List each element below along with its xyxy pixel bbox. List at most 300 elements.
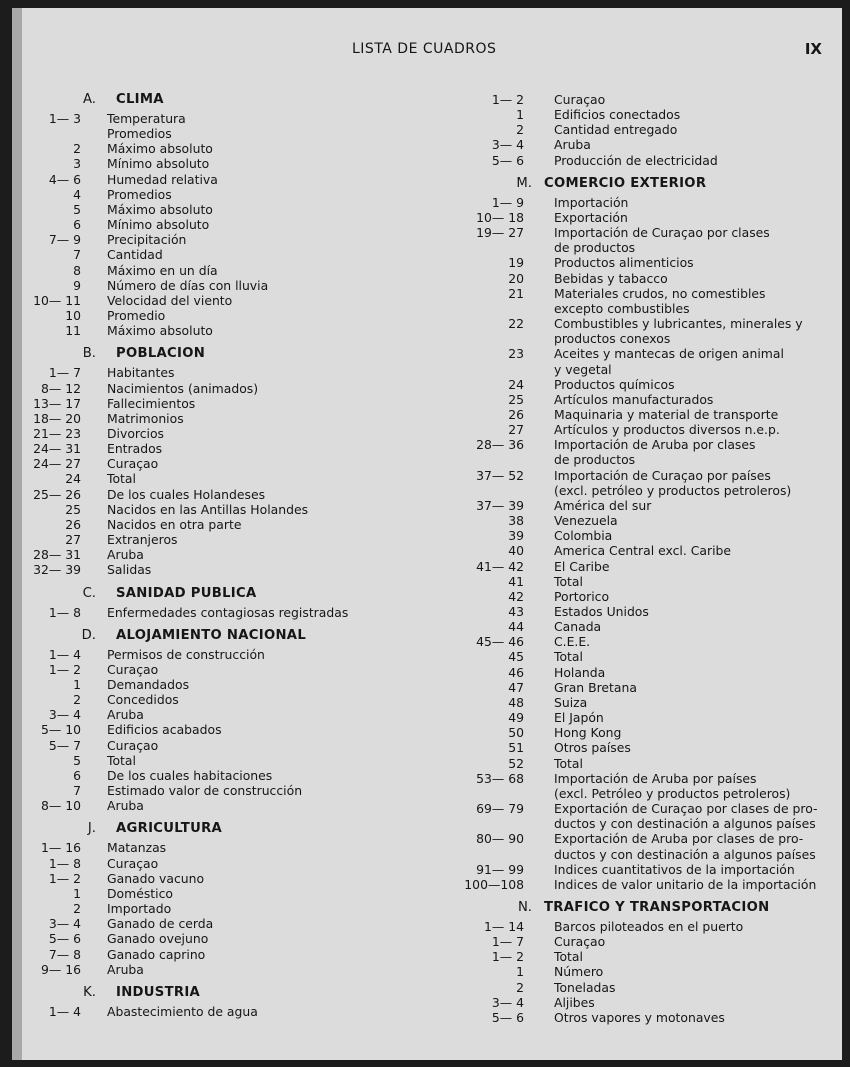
entry-label: productos conexos xyxy=(554,331,671,347)
table-range: 50 xyxy=(508,725,524,741)
entry-label: de productos xyxy=(554,452,636,468)
entry-label: Entrados xyxy=(107,441,163,457)
toc-entry xyxy=(32,707,407,722)
table-range: 47 xyxy=(508,679,524,695)
toc-entry xyxy=(32,187,407,202)
table-range: 1— 7 xyxy=(48,365,81,381)
toc-entry xyxy=(464,137,834,152)
toc-entry xyxy=(464,346,834,361)
toc-entry xyxy=(464,980,834,995)
entry-label: Máximo absoluto xyxy=(107,201,213,217)
entry-label: Artículos manufacturados xyxy=(554,391,714,407)
entry-label: Doméstico xyxy=(107,885,173,901)
table-range: 69— 79 xyxy=(476,801,524,817)
entry-label: Cantidad entregado xyxy=(554,122,678,138)
table-range: 24— 31 xyxy=(33,441,81,457)
table-range: 7 xyxy=(73,783,81,799)
entry-label: Barcos piloteados en el puerto xyxy=(554,918,744,934)
table-range: 46 xyxy=(508,664,524,680)
right-column xyxy=(464,92,834,1025)
toc-entry xyxy=(32,931,407,946)
table-range: 22 xyxy=(508,316,524,332)
entry-label: Aljibes xyxy=(554,994,595,1010)
entry-label: Indices cuantitativos de la importación xyxy=(554,861,795,877)
entry-label: Enfermedades contagiosas registradas xyxy=(107,604,349,620)
page-title: LISTA DE CUADROS xyxy=(352,41,497,57)
toc-entry xyxy=(32,487,407,502)
entry-label: Divorcios xyxy=(107,425,165,441)
entry-label: Venezuela xyxy=(554,513,618,529)
table-range: 37— 39 xyxy=(476,497,524,513)
table-range: 3— 4 xyxy=(491,994,524,1010)
toc-entry xyxy=(464,331,834,346)
table-range: 5— 7 xyxy=(48,737,81,753)
toc-entry xyxy=(32,916,407,931)
table-range: 23 xyxy=(508,346,524,362)
toc-entry xyxy=(32,141,407,156)
table-range: 8— 10 xyxy=(41,798,81,814)
toc-entry xyxy=(32,605,407,620)
entry-label: Precipitación xyxy=(107,232,187,248)
toc-entry xyxy=(464,286,834,301)
table-range: 9 xyxy=(73,277,81,293)
toc-entry xyxy=(32,232,407,247)
entry-label: Aruba xyxy=(107,798,144,814)
toc-entry xyxy=(32,278,407,293)
toc-entry xyxy=(32,677,407,692)
entry-label: Edificios conectados xyxy=(554,107,681,123)
entry-label: Número de días con lluvia xyxy=(107,277,269,293)
toc-entry xyxy=(464,710,834,725)
toc-entry xyxy=(32,365,407,380)
table-range: 45— 46 xyxy=(476,634,524,650)
entry-label: De los cuales Holandeses xyxy=(107,486,266,502)
entry-label: Suiza xyxy=(554,694,588,710)
entry-label: Matrimonios xyxy=(107,410,184,426)
table-range: 3— 4 xyxy=(491,137,524,153)
entry-label: Nacidos en las Antillas Holandes xyxy=(107,501,309,517)
entry-label: Exportación de Curaçao por clases de pro- xyxy=(554,801,818,817)
toc-entry xyxy=(464,437,834,452)
entry-label: Estados Unidos xyxy=(554,604,649,619)
toc-entry xyxy=(32,502,407,517)
table-range: 1— 14 xyxy=(484,918,524,934)
table-range: 9— 16 xyxy=(41,961,81,977)
section-letter: M. xyxy=(516,175,532,191)
toc-entry xyxy=(464,589,834,604)
toc-entry xyxy=(464,831,834,846)
toc-entry xyxy=(464,422,834,437)
table-range: 21 xyxy=(508,285,524,301)
table-range: 80— 90 xyxy=(476,831,524,847)
entry-label: Número xyxy=(554,964,604,980)
entry-label: Indices de valor unitario de la importación xyxy=(554,876,817,892)
table-range: 19— 27 xyxy=(476,225,524,241)
section-heading xyxy=(32,346,407,362)
table-range: 28— 36 xyxy=(476,437,524,453)
table-range: 1 xyxy=(73,677,81,692)
page-number: IX xyxy=(804,40,822,58)
entry-label: Curaçao xyxy=(107,456,159,472)
toc-entry xyxy=(464,649,834,664)
entry-label: Aruba xyxy=(107,547,144,563)
table-range: 91— 99 xyxy=(476,861,524,877)
left-column xyxy=(32,92,407,1019)
toc-entry xyxy=(464,92,834,107)
entry-label: Curaçao xyxy=(107,855,159,871)
entry-label: Importación de Curaçao por países xyxy=(554,467,771,483)
toc-entry xyxy=(32,202,407,217)
toc-entry xyxy=(32,308,407,323)
entry-label: Producción de electricidad xyxy=(554,152,718,168)
table-range: 18— 20 xyxy=(33,410,81,426)
table-range: 51 xyxy=(508,740,524,756)
table-range: 3— 4 xyxy=(48,916,81,932)
table-range: 2 xyxy=(73,141,81,157)
table-range: 2 xyxy=(73,901,81,917)
toc-entry xyxy=(32,662,407,677)
table-range: 39 xyxy=(508,528,524,544)
toc-entry xyxy=(32,217,407,232)
table-range: 27 xyxy=(508,422,524,438)
entry-label: Curaçao xyxy=(554,92,606,107)
entry-label: Otros vapores y motonaves xyxy=(554,1009,725,1025)
entry-label: Salidas xyxy=(107,562,152,578)
entry-label: Concedidos xyxy=(107,692,179,708)
entry-label: Promedios xyxy=(107,186,172,202)
toc-entry xyxy=(464,316,834,331)
table-range: 5 xyxy=(73,752,81,768)
table-range: 4 xyxy=(73,186,81,202)
entry-label: Artículos y productos diversos n.e.p. xyxy=(554,422,780,438)
section-letter: A. xyxy=(83,92,96,107)
table-range: 20 xyxy=(508,270,524,286)
toc-entry xyxy=(32,783,407,798)
section-title: AGRICULTURA xyxy=(116,821,223,837)
table-range: 11 xyxy=(65,323,81,339)
toc-entry xyxy=(464,665,834,680)
table-range: 8— 12 xyxy=(41,380,81,396)
table-range: 2 xyxy=(516,122,524,138)
table-range: 1— 9 xyxy=(491,194,524,210)
table-range: 1— 2 xyxy=(48,870,81,886)
toc-entry xyxy=(464,695,834,710)
table-range: 28— 31 xyxy=(33,547,81,563)
entry-label: Máximo absoluto xyxy=(107,323,213,339)
table-range: 48 xyxy=(508,694,524,710)
table-range: 5— 6 xyxy=(491,1009,524,1025)
section-letter: D. xyxy=(81,627,96,643)
toc-entry xyxy=(32,517,407,532)
entry-label: América del sur xyxy=(554,497,652,513)
table-range: 19 xyxy=(508,255,524,271)
table-range: 1— 2 xyxy=(491,949,524,965)
entry-label: ductos y con destinación a algunos países xyxy=(554,816,816,832)
entry-label: Nacimientos (animados) xyxy=(107,380,259,396)
entry-label: Total xyxy=(554,755,583,771)
entry-label: Ganado ovejuno xyxy=(107,931,209,947)
toc-entry xyxy=(32,172,407,187)
table-range: 2 xyxy=(73,692,81,708)
toc-entry xyxy=(32,426,407,441)
entry-label: Total xyxy=(107,471,136,487)
toc-entry xyxy=(32,456,407,471)
toc-entry xyxy=(32,411,407,426)
table-range: 52 xyxy=(508,755,524,771)
table-range: 25 xyxy=(65,501,81,517)
table-range: 26 xyxy=(65,516,81,532)
entry-label: Aceites y mantecas de origen animal xyxy=(554,346,784,362)
toc-entry xyxy=(464,847,834,862)
entry-label: Ganado vacuno xyxy=(107,870,205,886)
toc-entry xyxy=(32,886,407,901)
entry-label: Humedad relativa xyxy=(107,171,218,187)
entry-label: Total xyxy=(554,573,583,589)
toc-entry xyxy=(464,801,834,816)
entry-label: Aruba xyxy=(107,961,144,977)
toc-entry xyxy=(464,604,834,619)
entry-label: Holanda xyxy=(554,664,606,680)
section-heading xyxy=(32,821,407,837)
toc-entry xyxy=(32,441,407,456)
toc-entry xyxy=(464,513,834,528)
section-title: COMERCIO EXTERIOR xyxy=(544,175,707,191)
toc-entry xyxy=(464,771,834,786)
entry-label: Canada xyxy=(554,619,602,635)
toc-entry xyxy=(464,210,834,225)
table-range: 41— 42 xyxy=(476,558,524,574)
toc-entry xyxy=(464,240,834,255)
toc-entry xyxy=(464,995,834,1010)
table-range: 40 xyxy=(508,543,524,559)
entry-label: Productos alimenticios xyxy=(554,255,694,271)
table-range: 32— 39 xyxy=(33,562,81,578)
entry-label: de productos xyxy=(554,240,636,256)
entry-label: Abastecimiento de agua xyxy=(107,1003,258,1019)
entry-label: Ganado de cerda xyxy=(107,916,214,932)
toc-entry xyxy=(32,753,407,768)
toc-entry xyxy=(464,786,834,801)
entry-label: America Central excl. Caribe xyxy=(554,543,732,559)
section-heading xyxy=(464,176,834,192)
entry-label: Habitantes xyxy=(107,365,175,381)
table-range: 7— 8 xyxy=(48,946,81,962)
toc-entry xyxy=(464,543,834,558)
entry-label: De los cuales habitaciones xyxy=(107,767,273,783)
toc-entry xyxy=(464,483,834,498)
table-range: 5— 6 xyxy=(491,152,524,168)
toc-entry xyxy=(32,1004,407,1019)
table-range: 13— 17 xyxy=(33,395,81,411)
toc-entry xyxy=(464,619,834,634)
toc-entry xyxy=(32,738,407,753)
entry-label: Combustibles y lubricantes, minerales y xyxy=(554,316,803,332)
entry-label: Importación de Aruba por países xyxy=(554,770,757,786)
table-range: 5— 6 xyxy=(48,931,81,947)
entry-label: Promedio xyxy=(107,308,166,324)
toc-entry xyxy=(32,263,407,278)
toc-entry xyxy=(32,901,407,916)
table-range: 3 xyxy=(73,156,81,172)
toc-entry xyxy=(32,547,407,562)
table-range: 45 xyxy=(508,649,524,665)
entry-label: Demandados xyxy=(107,677,190,692)
toc-entry xyxy=(32,722,407,737)
table-range: 41 xyxy=(508,573,524,589)
section-letter: C. xyxy=(82,585,96,601)
table-range: 1— 3 xyxy=(48,111,81,126)
table-range: 1— 2 xyxy=(48,661,81,677)
entry-label: Portorico xyxy=(554,588,610,604)
table-range: 1— 4 xyxy=(48,646,81,662)
toc-entry xyxy=(32,647,407,662)
table-range: 24 xyxy=(65,471,81,487)
table-range: 25— 26 xyxy=(33,486,81,502)
toc-entry xyxy=(32,323,407,338)
entry-label: Toneladas xyxy=(554,979,616,995)
entry-label: Temperatura xyxy=(107,111,186,126)
toc-entry xyxy=(32,562,407,577)
table-range: 2 xyxy=(516,979,524,995)
table-range: 4— 6 xyxy=(48,171,81,187)
toc-entry xyxy=(464,862,834,877)
toc-entry xyxy=(32,947,407,962)
toc-entry xyxy=(464,468,834,483)
toc-entry xyxy=(464,680,834,695)
entry-label: Mínimo absoluto xyxy=(107,217,210,233)
section-title: TRAFICO Y TRANSPORTACION xyxy=(544,899,770,915)
entry-label: Importación de Curaçao por clases xyxy=(554,225,770,241)
entry-label: Exportación de Aruba por clases de pro- xyxy=(554,831,804,847)
entry-label: Importación de Aruba por clases xyxy=(554,437,756,453)
table-range: 10— 18 xyxy=(476,209,524,225)
entry-label: C.E.E. xyxy=(554,634,591,650)
toc-entry xyxy=(32,126,407,141)
entry-label: Aruba xyxy=(107,707,144,723)
toc-entry xyxy=(464,377,834,392)
toc-entry xyxy=(464,877,834,892)
table-range: 1— 8 xyxy=(48,855,81,871)
toc-entry xyxy=(464,362,834,377)
section-heading xyxy=(464,900,834,916)
table-range: 24— 27 xyxy=(33,456,81,472)
entry-label: Maquinaria y material de transporte xyxy=(554,406,779,422)
table-range: 1— 16 xyxy=(41,840,81,856)
toc-entry xyxy=(32,768,407,783)
entry-label: Fallecimientos xyxy=(107,395,196,411)
table-range: 8 xyxy=(73,262,81,278)
entry-label: Matanzas xyxy=(107,840,167,856)
toc-entry xyxy=(464,107,834,122)
toc-entry xyxy=(464,153,834,168)
table-range: 1 xyxy=(73,885,81,901)
entry-label: Importación xyxy=(554,194,629,210)
toc-entry xyxy=(464,225,834,240)
toc-entry xyxy=(32,293,407,308)
section-letter: B. xyxy=(82,346,96,362)
toc-entry xyxy=(464,949,834,964)
document-page xyxy=(12,8,842,1060)
table-range: 49 xyxy=(508,710,524,726)
toc-entry xyxy=(32,692,407,707)
entry-label: Exportación xyxy=(554,209,628,225)
entry-label: Estimado valor de construcción xyxy=(107,783,303,799)
table-range: 7 xyxy=(73,247,81,263)
toc-entry xyxy=(32,381,407,396)
section-heading xyxy=(32,985,407,1001)
entry-label: Permisos de construcción xyxy=(107,646,265,662)
entry-label: Mínimo absoluto xyxy=(107,156,210,172)
section-title: INDUSTRIA xyxy=(116,984,201,1000)
toc-entry xyxy=(464,498,834,513)
toc-entry xyxy=(32,962,407,977)
entry-label: Productos químicos xyxy=(554,376,675,392)
section-title: CLIMA xyxy=(116,92,164,107)
entry-label: Ganado caprino xyxy=(107,946,206,962)
table-range: 5— 10 xyxy=(41,722,81,738)
toc-entry xyxy=(464,919,834,934)
table-range: 27 xyxy=(65,532,81,548)
table-range: 1— 8 xyxy=(48,604,81,620)
section-letter: J. xyxy=(87,821,96,837)
table-range: 1— 7 xyxy=(491,934,524,950)
table-range: 38 xyxy=(508,513,524,529)
toc-entry xyxy=(32,856,407,871)
toc-entry xyxy=(32,111,407,126)
toc-entry xyxy=(464,122,834,137)
toc-entry xyxy=(464,740,834,755)
toc-entry xyxy=(464,407,834,422)
entry-label: Total xyxy=(554,649,583,665)
section-letter: N. xyxy=(517,899,532,915)
table-range: 43 xyxy=(508,604,524,619)
entry-label: (excl. Petróleo y productos petroleros) xyxy=(554,785,791,801)
toc-entry xyxy=(464,528,834,543)
toc-entry xyxy=(464,816,834,831)
table-range: 10 xyxy=(65,308,81,324)
entry-label: El Caribe xyxy=(554,558,610,574)
entry-label: Extranjeros xyxy=(107,532,178,548)
table-range: 21— 23 xyxy=(33,425,81,441)
table-range: 10— 11 xyxy=(33,292,81,308)
toc-entry xyxy=(32,798,407,813)
table-range: 37— 52 xyxy=(476,467,524,483)
entry-label: Importado xyxy=(107,901,172,917)
section-heading xyxy=(32,586,407,602)
entry-label: y vegetal xyxy=(554,361,612,377)
entry-label: Colombia xyxy=(554,528,613,544)
toc-entry xyxy=(464,934,834,949)
table-range: 53— 68 xyxy=(476,770,524,786)
table-range: 100—108 xyxy=(464,876,524,892)
toc-entry xyxy=(464,725,834,740)
toc-entry xyxy=(32,471,407,486)
entry-label: excepto combustibles xyxy=(554,300,690,316)
table-range: 24 xyxy=(508,376,524,392)
section-letter: K. xyxy=(83,984,96,1000)
toc-entry xyxy=(464,574,834,589)
table-range: 25 xyxy=(508,391,524,407)
entry-label: Total xyxy=(107,752,136,768)
toc-entry xyxy=(464,255,834,270)
entry-label: ductos y con destinación a algunos países xyxy=(554,846,816,862)
table-range: 26 xyxy=(508,406,524,422)
section-heading xyxy=(32,628,407,644)
entry-label: Otros países xyxy=(554,740,631,756)
table-range: 1 xyxy=(516,964,524,980)
entry-label: El Japón xyxy=(554,710,604,726)
entry-label: Máximo en un día xyxy=(107,262,218,278)
